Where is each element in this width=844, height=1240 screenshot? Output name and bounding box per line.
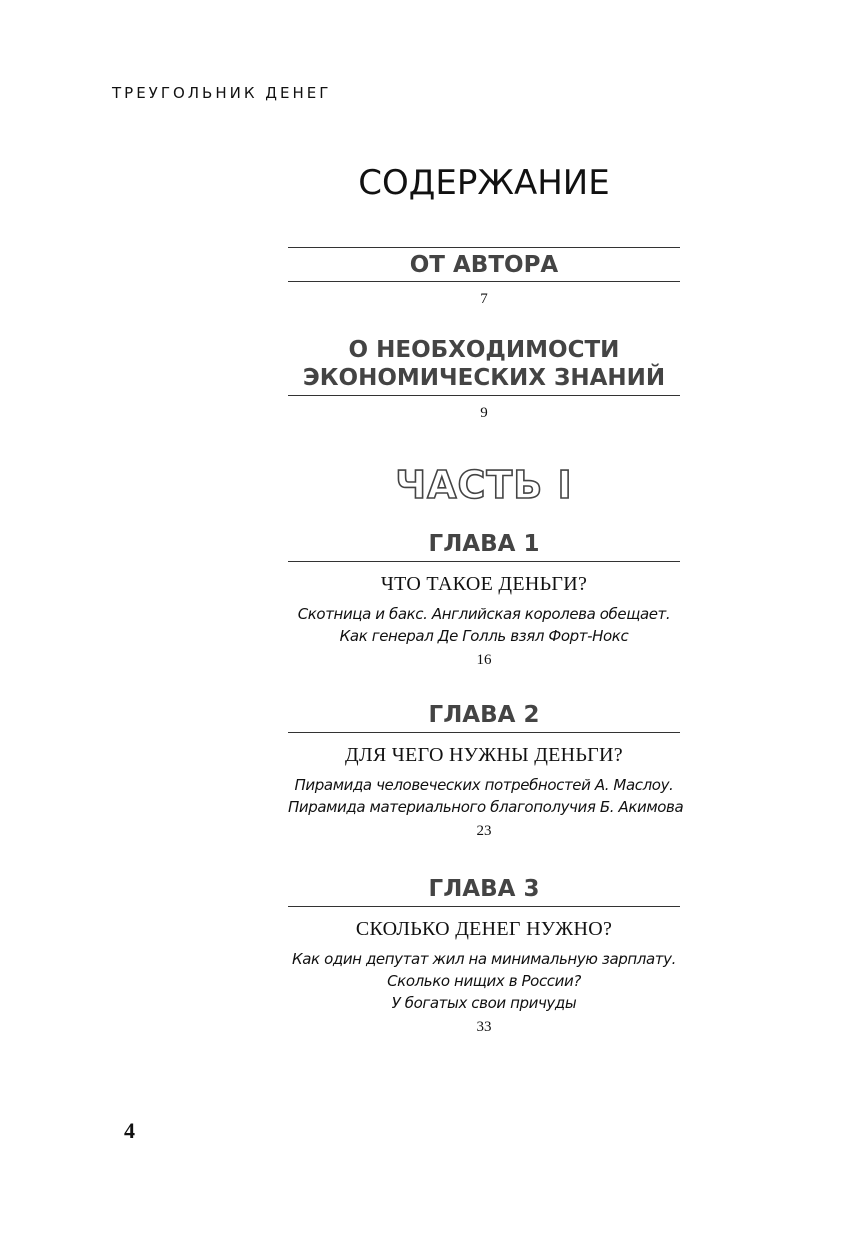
running-header: ТРЕУГОЛЬНИК ДЕНЕГ xyxy=(112,84,332,102)
toc-entry-title-line: О НЕОБХОДИМОСТИ xyxy=(348,337,620,363)
divider xyxy=(288,561,680,562)
page-number: 7 xyxy=(480,291,488,307)
chapter-subtitle: Сколько нищих в России? xyxy=(387,972,581,990)
divider xyxy=(288,281,680,282)
toc-chapter-3[interactable] xyxy=(288,875,680,1037)
chapter-subtitles xyxy=(288,774,684,818)
chapter-title: ЧТО ТАКОЕ ДЕНЬГИ? xyxy=(380,573,588,595)
divider xyxy=(288,906,680,907)
chapter-subtitle: Скотница и бакс. Английская королева обещает. xyxy=(297,605,671,623)
chapter-title: СКОЛЬКО ДЕНЕГ НУЖНО? xyxy=(355,918,613,940)
chapter-subtitles xyxy=(288,948,680,1014)
chapter-subtitles xyxy=(288,603,680,647)
chapter-label: ГЛАВА 3 xyxy=(428,876,540,902)
toc-chapter-1[interactable] xyxy=(288,530,680,670)
divider xyxy=(288,395,680,396)
page-number: 33 xyxy=(476,1019,492,1035)
page-number: 23 xyxy=(476,823,492,839)
toc-entry-title-line: ЭКОНОМИЧЕСКИХ ЗНАНИЙ xyxy=(302,365,666,391)
divider xyxy=(288,732,680,733)
toc-entry-title: ОТ АВТОРА xyxy=(409,252,559,278)
chapter-label: ГЛАВА 2 xyxy=(428,702,540,728)
chapter-title: ДЛЯ ЧЕГО НУЖНЫ ДЕНЬГИ? xyxy=(345,744,623,766)
chapter-subtitle: Как генерал Де Голль взял Форт-Нокс xyxy=(339,627,629,645)
chapter-subtitle: Пирамида человеческих потребностей А. Маслоу. xyxy=(294,776,674,794)
toc-entry-author[interactable] xyxy=(288,247,680,309)
divider xyxy=(288,247,680,248)
chapter-subtitle: Пирамида материального благополучия Б. Акимова xyxy=(288,798,684,816)
part-heading: ЧАСТЬ I xyxy=(395,463,573,507)
page-title: СОДЕРЖАНИЕ xyxy=(358,163,610,203)
chapter-subtitle: Как один депутат жил на минимальную зарплату. xyxy=(292,950,676,968)
chapter-subtitle: У богатых свои причуды xyxy=(391,994,577,1012)
folio-page-number: 4 xyxy=(124,1118,135,1143)
chapter-label: ГЛАВА 1 xyxy=(428,531,540,557)
toc-entry-economics[interactable] xyxy=(288,336,680,423)
toc-chapter-2[interactable] xyxy=(288,701,684,841)
page-number: 9 xyxy=(480,405,488,421)
page-number: 16 xyxy=(476,652,492,668)
